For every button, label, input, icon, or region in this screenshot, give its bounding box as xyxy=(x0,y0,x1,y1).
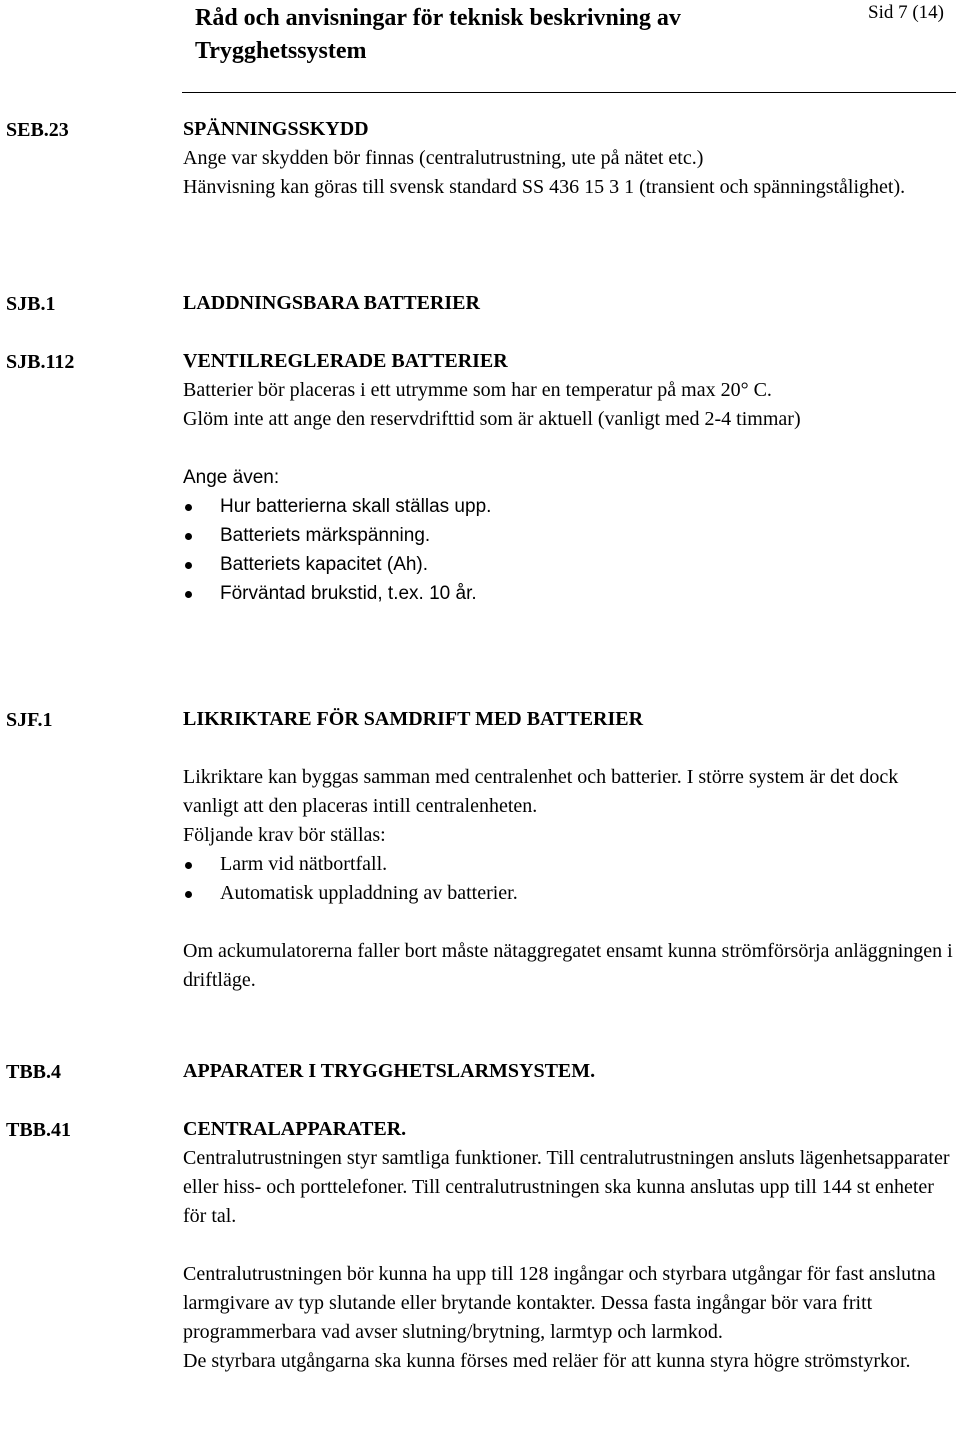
paragraph: Hänvisning kan göras till svensk standard SS 436 15 3 1 (transient och spänningstålighet). xyxy=(183,176,906,198)
bullet-icon xyxy=(185,533,192,540)
list-item xyxy=(183,492,958,521)
header-divider xyxy=(182,92,956,93)
section-sjf1 xyxy=(183,705,958,995)
section-heading: APPARATER I TRYGGHETSLARMSYSTEM. xyxy=(183,1060,596,1082)
section-tbb4 xyxy=(183,1057,958,1086)
list-item-text: Hur batterierna skall ställas upp. xyxy=(220,496,492,517)
list-item-text: Automatisk uppladdning av batterier. xyxy=(220,882,518,904)
section-code-sjf1: SJF.1 xyxy=(6,709,53,731)
document-title: Råd och anvisningar för teknisk beskrivning av Trygghetssystem xyxy=(195,5,681,64)
list-item xyxy=(183,521,958,550)
section-code-tbb4: TBB.4 xyxy=(6,1061,62,1083)
paragraph: Ange var skydden bör finnas (centralutrustning, ute på nätet etc.) xyxy=(183,147,704,169)
list-item xyxy=(183,879,958,908)
list-item xyxy=(183,850,958,879)
section-tbb41 xyxy=(183,1115,958,1376)
bullet-icon xyxy=(185,562,192,569)
section-code-sjb1: SJB.1 xyxy=(6,293,56,315)
section-sjb1 xyxy=(183,289,958,318)
section-code-tbb41: TBB.41 xyxy=(6,1119,72,1141)
section-heading: LIKRIKTARE FÖR SAMDRIFT MED BATTERIER xyxy=(183,708,644,730)
paragraph: Om ackumulatorerna faller bort måste nätaggregatet ensamt kunna strömförsörja anläggningen i driftläge. xyxy=(183,940,953,991)
paragraph: Likriktare kan byggas samman med centralenhet och batterier. I större system är det dock vanligt att den placeras intill centralenheten. xyxy=(183,766,899,817)
list-intro: Ange även: xyxy=(183,467,280,488)
section-heading: CENTRALAPPARATER. xyxy=(183,1118,407,1140)
bullet-list xyxy=(183,850,958,908)
section-code-sjb112: SJB.112 xyxy=(6,351,75,373)
section-heading: LADDNINGSBARA BATTERIER xyxy=(183,292,480,314)
list-item-text: Batteriets märkspänning. xyxy=(220,525,431,546)
section-sjb112 xyxy=(183,347,958,608)
paragraph: Centralutrustningen bör kunna ha upp till 128 ingångar och styrbara utgångar för fast anslutna larmgivare av typ slutande eller brytande kontakter. Dessa fasta ingångar bör vara fritt programmerbara vad avser slutning/brytning, larmtyp och larmkod. xyxy=(183,1263,936,1343)
list-item-text: Batteriets kapacitet (Ah). xyxy=(220,554,429,575)
section-heading: SPÄNNINGSSKYDD xyxy=(183,118,369,140)
list-item xyxy=(183,579,958,608)
list-intro: Följande krav bör ställas: xyxy=(183,824,386,846)
section-seb23 xyxy=(183,115,958,202)
paragraph: Centralutrustningen styr samtliga funktioner. Till centralutrustningen ansluts lägenhetsapparater eller hiss- och porttelefoner. Till centralutrustningen ska kunna anslutas upp till 144 st enheter för tal. xyxy=(183,1147,950,1227)
bullet-icon xyxy=(185,504,192,511)
paragraph: Batterier bör placeras i ett utrymme som har en temperatur på max 20° C. xyxy=(183,379,772,401)
paragraph: De styrbara utgångarna ska kunna förses med reläer för att kunna styra högre strömstyrkor. xyxy=(183,1350,911,1372)
list-item xyxy=(183,550,958,579)
list-item-text: Larm vid nätbortfall. xyxy=(220,853,388,875)
section-code-seb23: SEB.23 xyxy=(6,119,69,141)
section-heading: VENTILREGLERADE BATTERIER xyxy=(183,350,508,372)
bullet-list xyxy=(183,492,958,608)
page-number: Sid 7 (14) xyxy=(868,2,944,23)
bullet-icon xyxy=(185,862,192,869)
list-item-text: Förväntad brukstid, t.ex. 10 år. xyxy=(220,583,477,604)
paragraph: Glöm inte att ange den reservdrifttid som är aktuell (vanligt med 2-4 timmar) xyxy=(183,408,801,430)
bullet-icon xyxy=(185,891,192,898)
bullet-icon xyxy=(185,591,192,598)
